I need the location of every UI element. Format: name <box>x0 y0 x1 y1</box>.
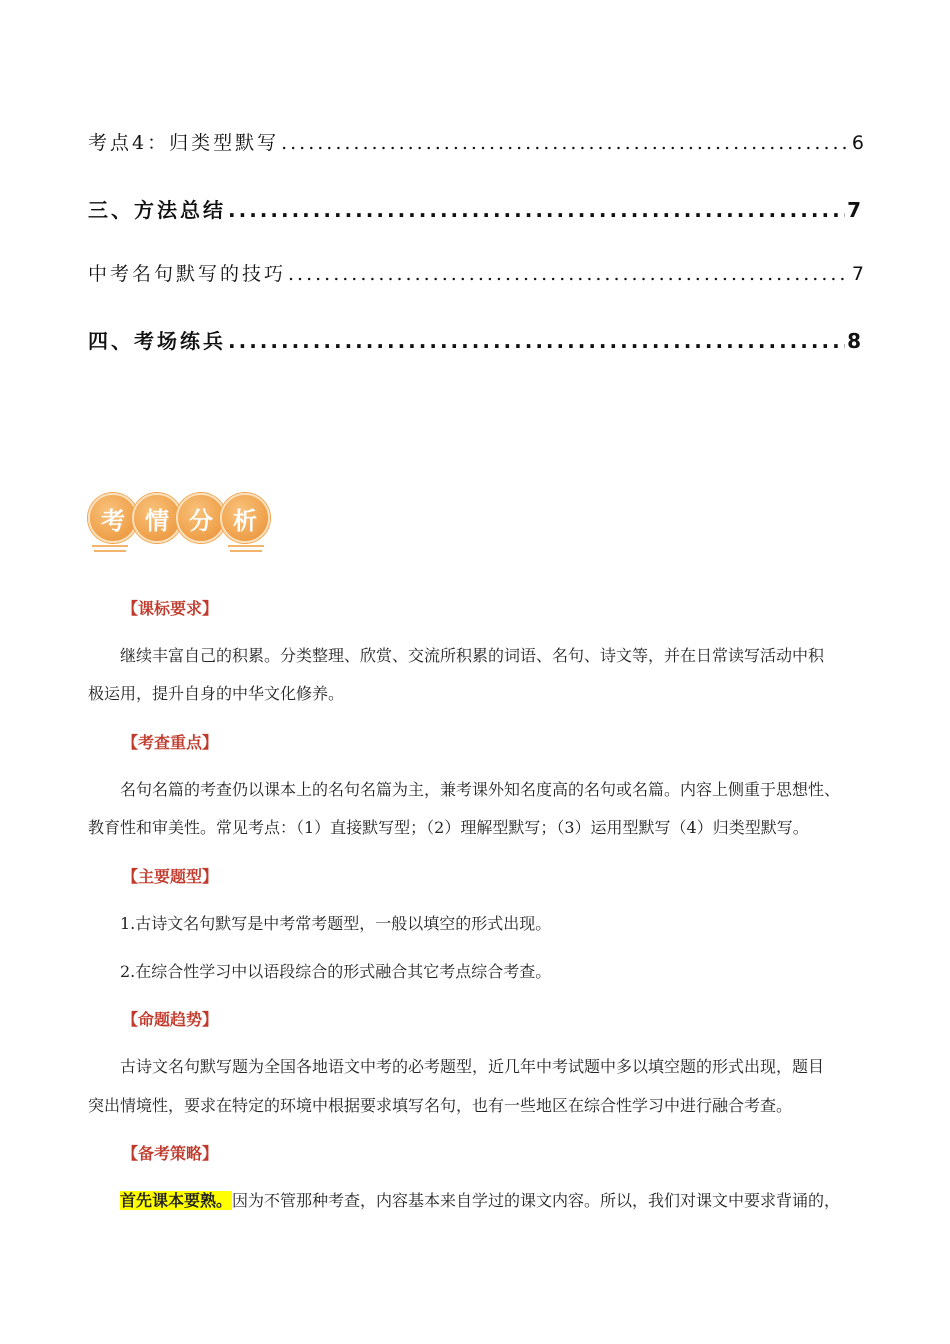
banner-char-circle: 考 <box>88 493 138 543</box>
section-banner <box>88 490 270 556</box>
toc-leader-dots <box>281 132 850 154</box>
toc-entry-kaochang[interactable] <box>88 325 864 354</box>
toc-entry-jiqiao[interactable] <box>88 259 864 286</box>
toc-entry-page: 7 <box>851 263 864 285</box>
list-item: 1.古诗文名句默写是中考常考题型，一般以填空的形式出现。 <box>120 914 552 933</box>
paragraph-text: 因为不管那种考查，内容基本来自学过的课文内容。所以，我们对课文中要求背诵的， <box>232 1191 841 1210</box>
paragraph-line <box>120 1188 840 1211</box>
toc-entry-page: 7 <box>847 198 864 222</box>
section-heading: 【考查重点】 <box>122 733 219 752</box>
paragraph-line: 极运用，提升自身的中华文化修养。 <box>88 684 345 703</box>
list-item: 2.在综合性学习中以语段综合的形式融合其它考点综合考查。 <box>120 962 552 981</box>
toc-leader-dots <box>228 198 845 222</box>
toc-entry-title: 四、考场练兵 <box>88 329 226 353</box>
section-heading: 【备考策略】 <box>122 1144 219 1163</box>
section-heading: 【命题趋势】 <box>122 1010 219 1029</box>
banner-underline <box>230 550 262 552</box>
paragraph-line: 继续丰富自己的积累。分类整理、欣赏、交流所积累的词语、名句、诗文等，并在日常读写活动中积 <box>120 646 825 665</box>
toc-leader-dots <box>228 329 845 353</box>
toc-entry-title: 考点4：归类型默写 <box>88 132 280 154</box>
banner-underline <box>94 550 126 552</box>
banner-underline <box>92 545 128 547</box>
paragraph-line: 突出情境性，要求在特定的环境中根据要求填写名句，也有一些地区在综合性学习中进行融合考查。 <box>88 1096 793 1115</box>
toc-entry-title: 三、方法总结 <box>88 198 226 222</box>
toc-entry-fangfa[interactable] <box>88 194 864 223</box>
highlighted-text: 首先课本要熟。 <box>120 1191 233 1210</box>
toc-leader-dots <box>288 263 850 285</box>
banner-underline <box>228 545 264 547</box>
banner-char-circle: 分 <box>176 493 226 543</box>
toc-entry-kaodian4[interactable] <box>88 128 864 155</box>
banner-char-circle: 析 <box>220 493 270 543</box>
paragraph-line: 教育性和审美性。常见考点：（1）直接默写型；（2）理解型默写；（3）运用型默写（4）归类型默写。 <box>88 818 809 837</box>
toc-entry-page: 6 <box>851 132 864 154</box>
banner-char-circle: 情 <box>132 493 182 543</box>
paragraph-line: 古诗文名句默写题为全国各地语文中考的必考题型，近几年中考试题中多以填空题的形式出现，题目 <box>120 1057 825 1076</box>
section-heading: 【课标要求】 <box>122 599 219 618</box>
toc-entry-page: 8 <box>847 329 864 353</box>
section-heading: 【主要题型】 <box>122 867 219 886</box>
paragraph-line: 名句名篇的考查仍以课本上的名句名篇为主，兼考课外知名度高的名句或名篇。内容上侧重于思想性、 <box>120 780 841 799</box>
toc-entry-title: 中考名句默写的技巧 <box>88 263 287 285</box>
